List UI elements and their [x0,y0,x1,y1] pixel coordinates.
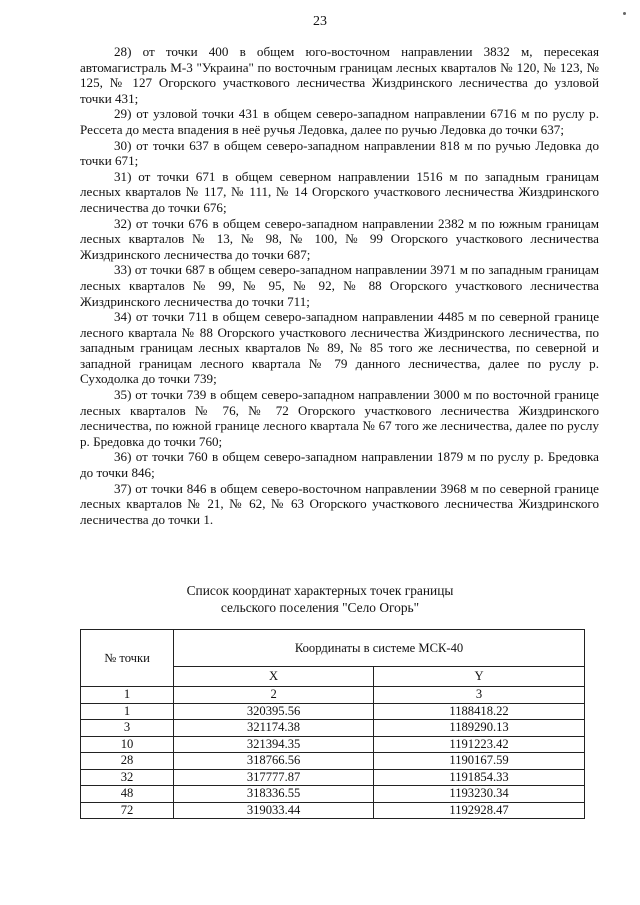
coordinates-list-title [0,583,640,616]
paragraph: 34) от точки 711 в общем северо-западном направлении 4485 м по северной границе лесного квартала № 88 Огорского участкового лесничества Жиздринского лесничества, по западным границам лесных кварталов № 89, № 85 того же лесничества, по северной и западной границам лесного квартала № 79 данного лесничества, далее по руслу р. Суходолка до точки 739; [80,309,599,387]
table-row [81,720,585,737]
column-number: 1 [81,687,174,704]
paragraph: 37) от точки 846 в общем северо-восточном направлении 3968 м по северной границе лесных кварталов № 21, № 62, № 63 Огорского участкового лесничества Жиздринского лесничества до точки 1. [80,480,599,527]
paragraph: 30) от точки 637 в общем северо-западном направлении 818 м по ручью Ледовка до точки 671; [80,137,599,169]
header-y: Y [374,667,585,687]
header-coordinate-system: Координаты в системе МСК-40 [174,630,585,667]
list-title-line-2: сельского поселения "Село Огорь" [220,599,420,615]
point-cell: 10 [81,736,174,753]
point-cell: 72 [81,802,174,819]
page-number: 23 [313,14,327,29]
column-number: 3 [374,687,585,704]
y-cell: 1193230.34 [374,786,585,803]
y-cell: 1191854.33 [374,769,585,786]
list-title-line-1: Список координат характерных точек границы [186,583,454,598]
y-cell: 1190167.59 [374,753,585,770]
point-cell: 28 [81,753,174,770]
header-x: X [174,667,374,687]
table-row [81,736,585,753]
paragraph: 35) от точки 739 в общем северо-западном направлении 3000 м по восточной границе лесных кварталов № 76, № 72 Огорского участкового лесничества Жиздринского лесничества, по южной границе лесного квартала № 67 того же лесничества, далее по руслу р. Бредовка до точки 760; [80,387,599,449]
table-row [81,753,585,770]
scan-dot [623,12,626,15]
y-cell: 1189290.13 [374,720,585,737]
point-cell: 1 [81,703,174,720]
y-cell: 1188418.22 [374,703,585,720]
paragraph: 36) от точки 760 в общем северо-западном направлении 1879 м по руслу р. Бредовка до точки 846; [80,449,599,481]
y-cell: 1191223.42 [374,736,585,753]
table-row [81,703,585,720]
x-cell: 321174.38 [174,720,374,737]
paragraph: 31) от точки 671 в общем северном направлении 1516 м по западным границам лесных кварталов № 117, № 111, № 14 Огорского участкового лесничества Жиздринского лесничества до точки 676; [80,168,599,215]
x-cell: 318766.56 [174,753,374,770]
point-cell: 32 [81,769,174,786]
paragraph: 28) от точки 400 в общем юго-восточном направлении 3832 м, пересекая автомагистраль М-3 "Украина" по восточным границам лесных кварталов № 120, № 123, № 125, № 127 Огорского участкового лесничества Жиздринского лесничества до узловой точки 431; [80,44,599,106]
x-cell: 318336.55 [174,786,374,803]
coordinates-table [80,629,585,819]
table-row [81,786,585,803]
x-cell: 320395.56 [174,703,374,720]
y-cell: 1192928.47 [374,802,585,819]
header-point-number: № точки [81,630,174,687]
x-cell: 317777.87 [174,769,374,786]
column-number: 2 [174,687,374,704]
paragraph: 32) от точки 676 в общем северо-западном направлении 2382 м по южным границам лесных кварталов № 13, № 98, № 100, № 99 Огорского участкового лесничества Жиздринского лесничества до точки 687; [80,215,599,262]
x-cell: 319033.44 [174,802,374,819]
table-header-row [81,630,585,667]
table-row [81,769,585,786]
paragraph: 33) от точки 687 в общем северо-западном направлении 3971 м по западным границам лесных кварталов № 99, № 95, № 92, № 88 Огорского участкового лесничества Жиздринского лесничества до точки 711; [80,262,599,309]
column-number-row [81,687,585,704]
point-cell: 3 [81,720,174,737]
point-cell: 48 [81,786,174,803]
x-cell: 321394.35 [174,736,374,753]
paragraph: 29) от узловой точки 431 в общем северо-западном направлении 6716 м по руслу р. Рессета до места впадения в неё ручья Ледовка, далее по ручью Ледовка до точки 637; [80,106,599,137]
boundary-description [80,44,599,527]
table-row [81,802,585,819]
